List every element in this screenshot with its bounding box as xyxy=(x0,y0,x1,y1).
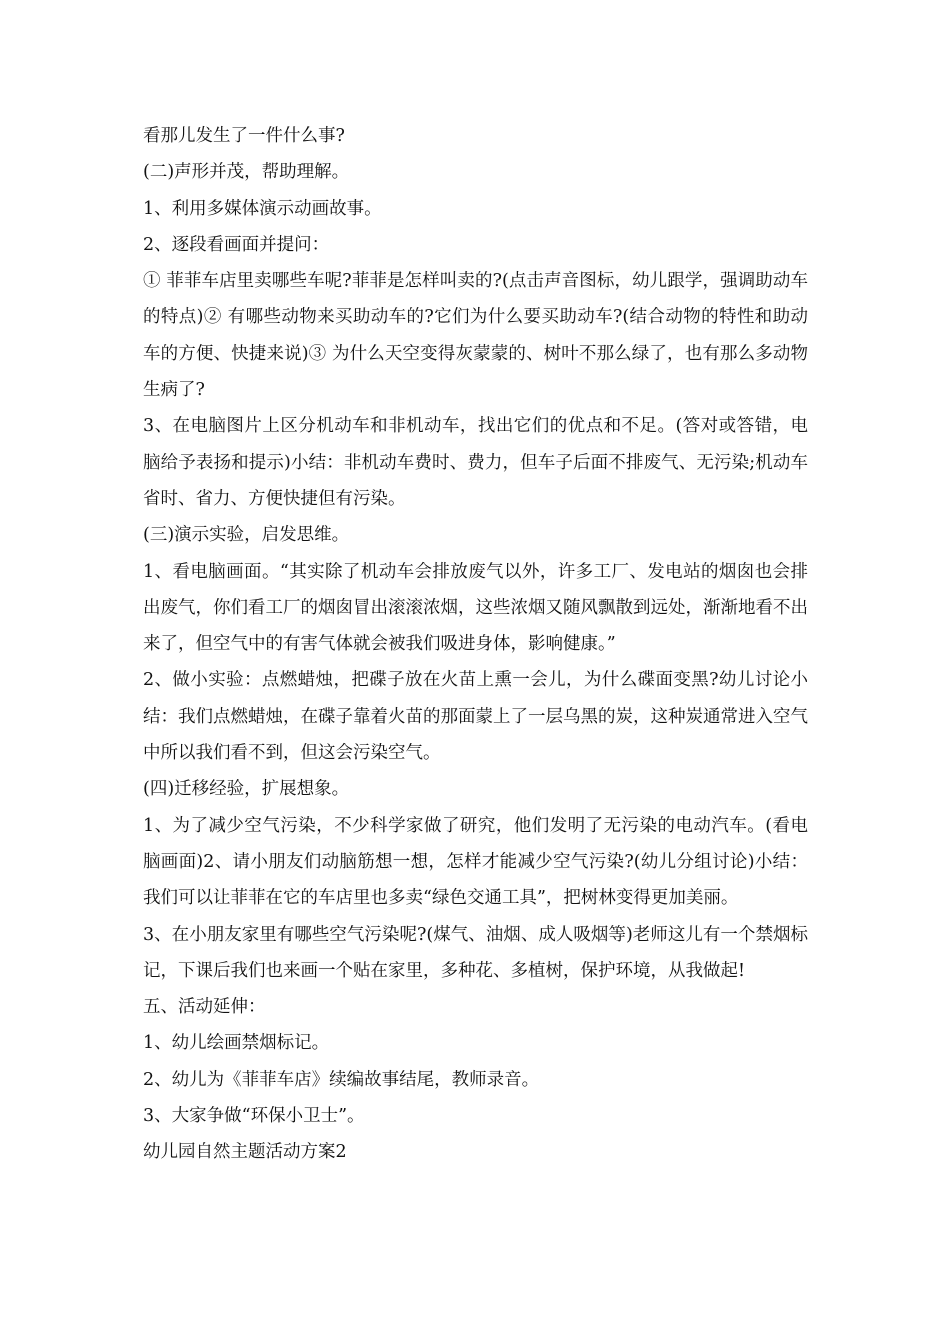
paragraph: 2、幼儿为《菲菲车店》续编故事结尾，教师录音。 xyxy=(143,1069,540,1090)
paragraph: 1、为了减少空气污染，不少科学家做了研究，他们发明了无污染的电动汽车。(看电脑画面)2、请小朋友们动脑筋想一想，怎样才能减少空气污染?(幼儿分组讨论)小结：我们可以让菲菲在它的车店里也多卖“绿色交通工具”，把树林变得更加美丽。 xyxy=(143,815,808,909)
paragraph: 1、利用多媒体演示动画故事。 xyxy=(143,198,382,219)
paragraph: 看那儿发生了一件什么事? xyxy=(143,126,345,146)
section-heading: (三)演示实验，启发思维。 xyxy=(143,525,350,546)
paragraph: 2、做小实验：点燃蜡烛，把碟子放在火苗上熏一会儿，为什么碟面变黑?幼儿讨论小结：我们点燃蜡烛，在碟子靠着火苗的那面蒙上了一层乌黑的炭，这种炭通常进入空气中所以我们看不到，但这会污染空气。 xyxy=(143,670,808,764)
paragraph: 2、逐段看画面并提问： xyxy=(143,234,330,255)
paragraph: 3、在电脑图片上区分机动车和非机动车，找出它们的优点和不足。(答对或答错，电脑给予表扬和提示)小结：非机动车费时、费力，但车子后面不排废气、无污染;机动车省时、省力、方便快捷但有污染。 xyxy=(143,416,808,509)
document-page xyxy=(143,118,808,1171)
paragraph: 1、看电脑画面。“其实除了机动车会排放废气以外，许多工厂、发电站的烟囱也会排出废气，你们看工厂的烟囱冒出滚滚浓烟，这些浓烟又随风飘散到远处，渐渐地看不出来了，但空气中的有害气体就会被我们吸进身体，影响健康。” xyxy=(143,561,808,655)
paragraph: ① 菲菲车店里卖哪些车呢?菲菲是怎样叫卖的?(点击声音图标，幼儿跟学，强调助动车的特点)② 有哪些动物来买助动车的?它们为什么要买助动车?(结合动物的特性和助动车的方便、快捷来说)③ 为什么天空变得灰蒙蒙的、树叶不那么绿了，也有那么多动物生病了? xyxy=(143,271,808,401)
section-heading: (四)迁移经验，扩展想象。 xyxy=(143,779,350,800)
paragraph: 3、大家争做“环保小卫士”。 xyxy=(143,1106,365,1127)
paragraph: 3、在小朋友家里有哪些空气污染呢?(煤气、油烟、成人吸烟等)老师这儿有一个禁烟标记，下课后我们也来画一个贴在家里，多种花、多植树，保护环境，从我做起! xyxy=(143,924,808,981)
paragraph: 1、幼儿绘画禁烟标记。 xyxy=(143,1033,330,1054)
section-heading: (二)声形并茂，帮助理解。 xyxy=(143,162,350,183)
document-title: 幼儿园自然主题活动方案2 xyxy=(143,1142,347,1163)
section-heading: 五、活动延伸： xyxy=(143,997,266,1018)
